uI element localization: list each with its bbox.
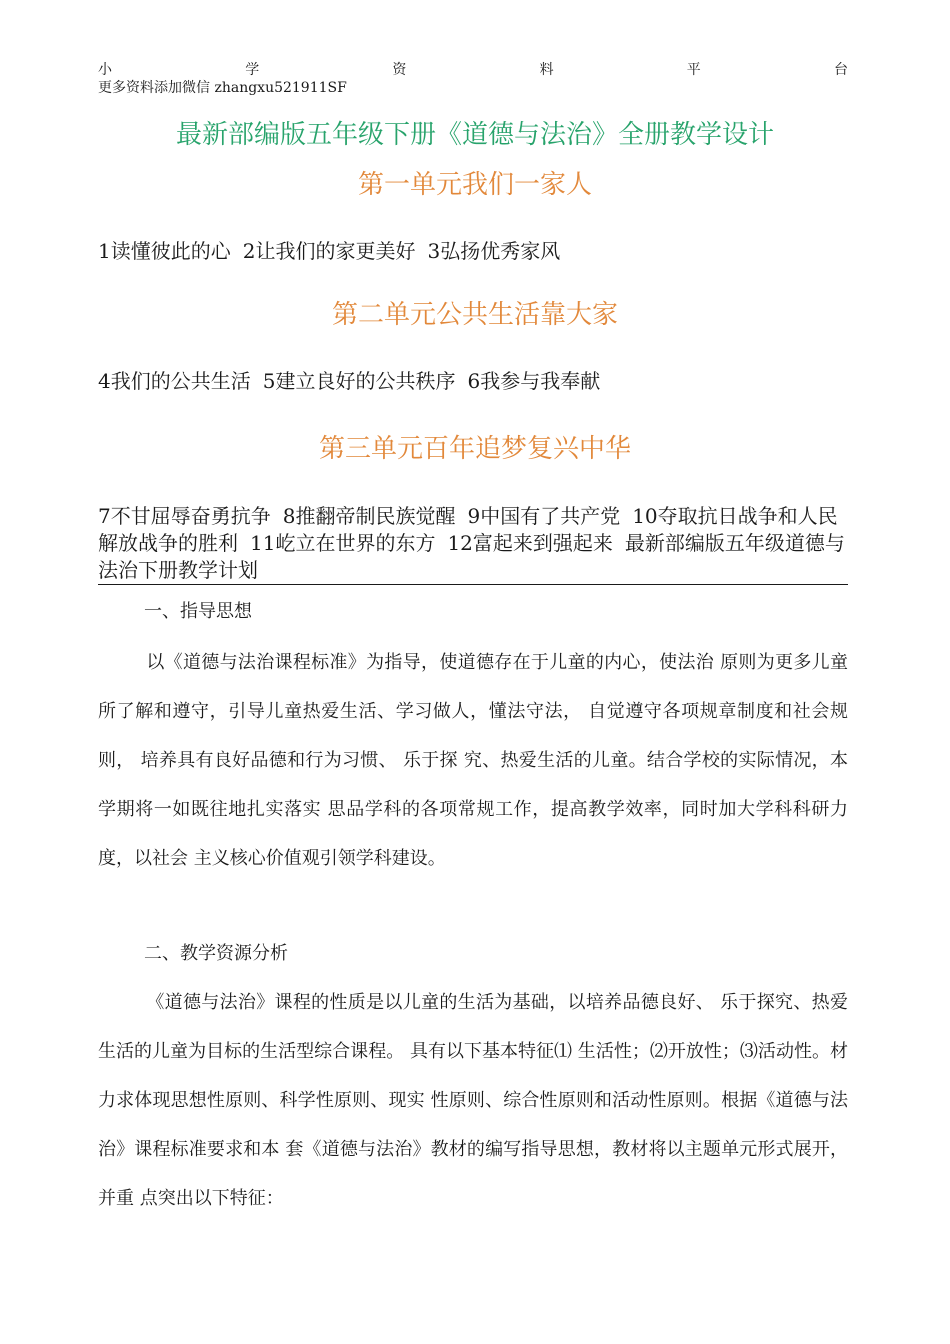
header-brand-line <box>98 60 848 80</box>
lesson-item: 5建立良好的公共秩序 <box>262 369 456 393</box>
lesson-item: 9中国有了共产党 <box>467 504 621 528</box>
lesson-item: 6我参与我奉献 <box>467 369 601 393</box>
section-paragraph-resources <box>98 978 848 1223</box>
paragraph-text: 《道德与法治》课程的性质是以儿童的生活为基础，以培养品德良好、 乐于探究、热爱生活的儿童为目标的生活型综合课程。 具有以下基本特征⑴ 生活性；⑵开放性；⑶活动性。材力求体现思想性原则、科学性原则、现实 性原则、综合性原则和活动性原则。根据《道德与法治》课程标准要求和本 套《道德与法治》教材的编写指导思想，教材将以主题单元形式展开，并重 点突出以下特征： <box>98 992 848 1209</box>
lesson-item: 12富起来到强起来 <box>447 531 613 555</box>
unit-heading-1: 第一单元我们一家人 <box>357 170 592 200</box>
header-char: 小 <box>98 62 112 78</box>
header-char: 料 <box>539 62 554 78</box>
unit-1-lessons <box>98 238 848 265</box>
lesson-item: 10夺取抗日战争和人民解放战争的胜利 <box>98 504 838 555</box>
header-char: 学 <box>245 62 260 78</box>
unit-heading-2: 第二单元公共生活靠大家 <box>331 300 618 330</box>
header-subtitle: 更多资料添加微信 zhangxu521911SF <box>98 80 347 96</box>
unit-2-lessons <box>98 368 848 395</box>
header-char: 台 <box>833 62 848 78</box>
lesson-item: 1读懂彼此的心 <box>98 239 231 263</box>
lesson-item: 3弘扬优秀家风 <box>427 239 561 263</box>
section-heading-guiding: 一、指导思想 <box>144 601 252 622</box>
document-title: 最新部编版五年级下册《道德与法治》全册教学设计 <box>175 120 774 150</box>
header-char: 平 <box>686 62 701 78</box>
paragraph-text: 以《道德与法治课程标准》为指导，使道德存在于儿童的内心，使法治 原则为更多儿童所了解和遵守，引导儿童热爱生活、学习做人，懂法守法， 自觉遵守各项规章制度和社会规则， 培养具有良好品德和行为习惯、 乐于探 究、热爱生活的儿童。结合学校的实际情况，本学期将一如既往地扎实落实 思品学科的各项常规工作，提高教学效率，同时加大学科科研力度，以社会 主义核心价值观引领学科建设。 <box>98 652 848 869</box>
lesson-item: 最新部编版五年级道德与法治下册教学计划 <box>98 531 845 582</box>
section-heading-resources: 二、教学资源分析 <box>144 943 288 964</box>
header-char: 资 <box>392 62 407 78</box>
lesson-item: 11屹立在世界的东方 <box>250 531 436 555</box>
lesson-item: 4我们的公共生活 <box>98 369 251 393</box>
unit-3-lessons <box>98 503 848 585</box>
lesson-item: 2让我们的家更美好 <box>242 239 416 263</box>
unit-heading-3: 第三单元百年追梦复兴中华 <box>318 434 631 464</box>
section-paragraph-guiding <box>98 638 848 883</box>
lesson-item: 7不甘屈辱奋勇抗争 <box>98 504 271 528</box>
lesson-item: 8推翻帝制民族觉醒 <box>282 504 456 528</box>
